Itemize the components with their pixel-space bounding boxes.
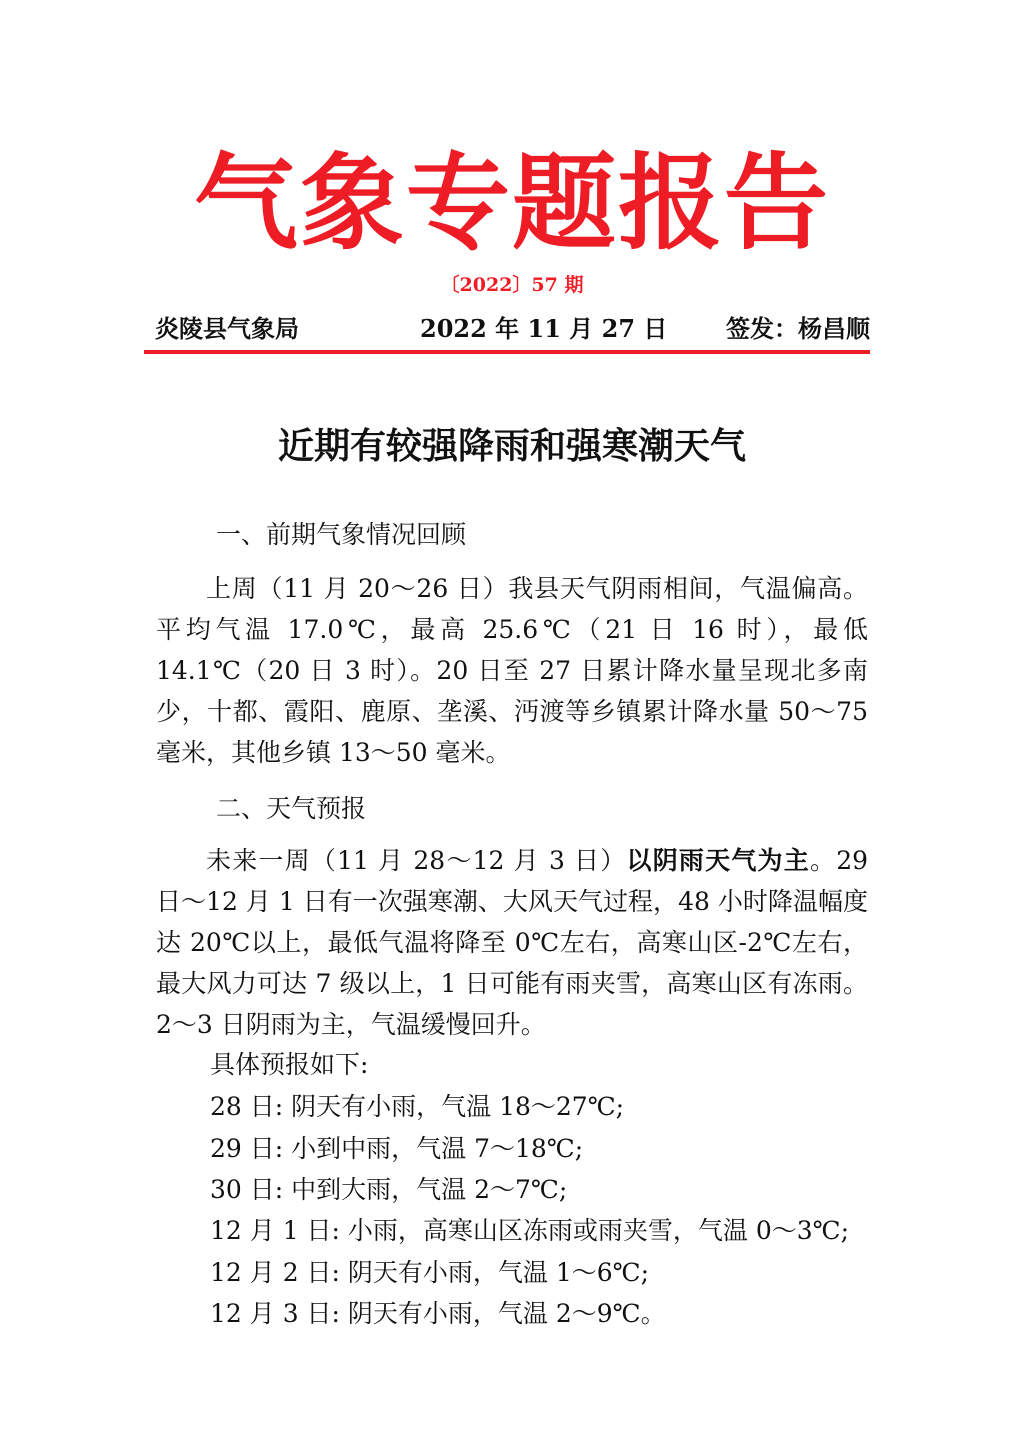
review-paragraph: 上周（11 月 20～26 日）我县天气阴雨相间，气温偏高。平均气温 17.0℃，最高 25.6℃（21 日 16 时），最低 14.1℃（20 日 3 时）。20 日至 27 日累计降水量呈现北多南少，十都、霞阳、鹿原、垄溪、沔渡等乡镇累计降水量 50～75 毫米，其他乡镇 13～50 毫米。 bbox=[156, 574, 868, 767]
forecast-day-item: 29 日: 小到中雨，气温 7～18℃; bbox=[210, 1134, 584, 1163]
issue-number: 〔2022〕57 期 bbox=[440, 274, 584, 296]
section-heading-forecast: 二、天气预报 bbox=[216, 794, 367, 823]
forecast-intro: 未来一周（11 月 28～12 月 3 日） bbox=[206, 846, 627, 875]
document-title: 近期有较强降雨和强寒潮天气 bbox=[277, 425, 746, 467]
forecast-day-item: 28 日: 阴天有小雨，气温 18～27℃; bbox=[210, 1092, 625, 1121]
section-heading-review: 一、前期气象情况回顾 bbox=[216, 520, 467, 549]
header-meta-row bbox=[150, 312, 870, 346]
forecast-detail-label: 具体预报如下: bbox=[210, 1050, 369, 1079]
header-divider bbox=[144, 350, 870, 354]
forecast-day-item: 12 月 2 日: 阴天有小雨，气温 1～6℃; bbox=[210, 1258, 650, 1287]
forecast-emphasis: 以阴雨天气为主 bbox=[626, 846, 810, 875]
forecast-details-text: 。29 日～12 月 1 日有一次强寒潮、大风天气过程，48 小时降温幅度达 20℃以上，最低气温将降至 0℃左右，高寒山区-2℃左右，最大风力可达 7 级以上，1 日可能有雨夹雪，高寒山区有冻雨。2～3 日阴雨为主，气温缓慢回升。 bbox=[156, 846, 869, 1039]
forecast-day-item: 12 月 3 日: 阴天有小雨，气温 2～9℃。 bbox=[210, 1299, 666, 1328]
forecast-day-item: 12 月 1 日: 小雨，高寒山区冻雨或雨夹雪，气温 0～3℃; bbox=[210, 1216, 850, 1245]
issuing-office: 炎陵县气象局 bbox=[155, 314, 299, 343]
issue-date: 2022 年 11 月 27 日 bbox=[420, 314, 668, 343]
forecast-paragraph bbox=[156, 840, 868, 1045]
signer: 签发：杨昌顺 bbox=[726, 314, 870, 343]
forecast-day-item: 30 日: 中到大雨，气温 2～7℃; bbox=[210, 1175, 568, 1204]
report-masthead: 气象专题报告 bbox=[193, 142, 830, 264]
